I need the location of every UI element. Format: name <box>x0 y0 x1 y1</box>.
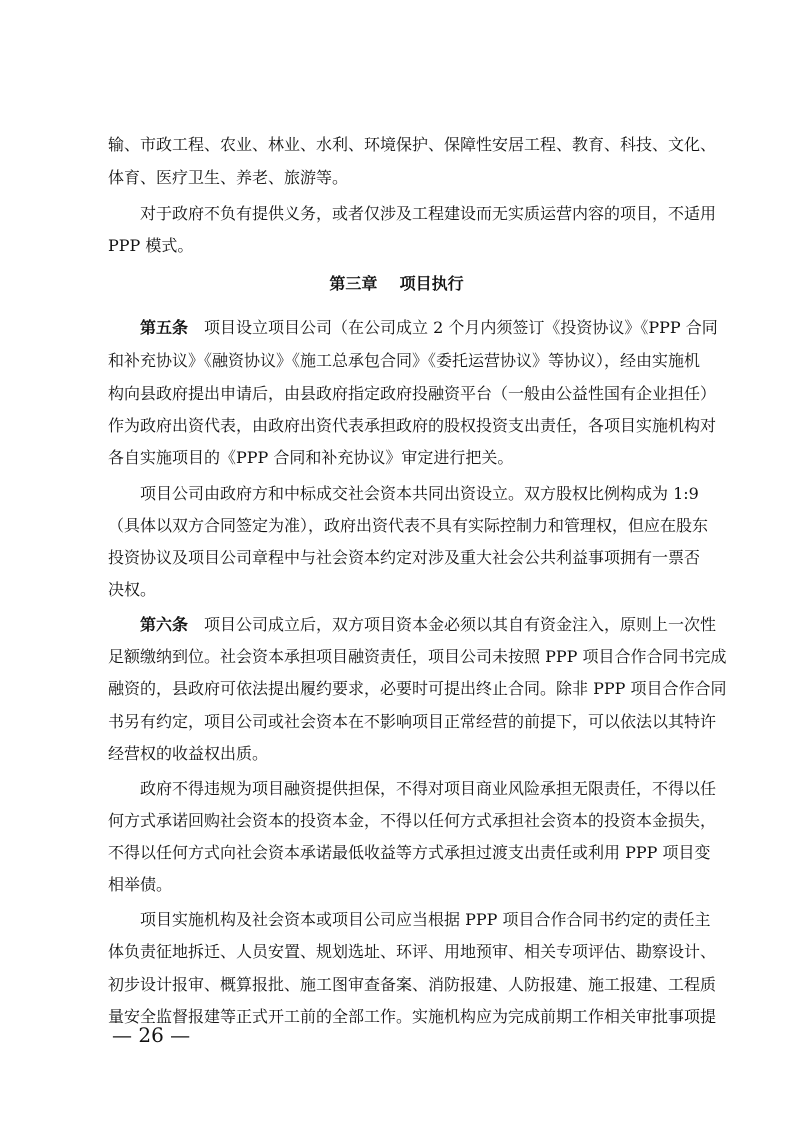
text-line: 初步设计报审、概算报批、施工图审查备案、消防报建、人防报建、施工报建、工程质 <box>108 975 717 994</box>
text-line: 书另有约定，项目公司或社会资本在不影响项目正常经营的前提下，可以依法以其特许 <box>108 712 717 731</box>
text-line: 政府不得违规为项目融资提供担保，不得对项目商业风险承担无限责任，不得以任 <box>140 779 717 798</box>
text-line: 各自实施项目的《PPP 合同和补充协议》审定进行把关。 <box>108 448 514 467</box>
text-line: 构向县政府提出申请后，由县政府指定政府投融资平台（一般由公益性国有企业担任） <box>108 384 717 403</box>
page-number: — 26 — <box>112 1023 191 1047</box>
text-line: 投资协议及项目公司章程中与社会资本约定对涉及重大社会公共利益事项拥有一票否 <box>108 548 701 567</box>
article-label: 第五条 <box>140 318 189 337</box>
text-line: 作为政府出资代表，由政府出资代表承担政府的股权投资支出责任，各项目实施机构对 <box>108 416 717 435</box>
text-line: 体育、医疗卫生、养老、旅游等。 <box>108 168 349 187</box>
chapter-heading: 第三章 项目执行 <box>329 274 464 293</box>
text-line: 和补充协议》《融资协议》《施工总承包合同》《委托运营协议》等协议），经由实施机 <box>108 351 701 370</box>
text-line: 经营权的收益权出质。 <box>108 744 269 763</box>
text-line <box>140 318 718 338</box>
text-line: （具体以双方合同签定为准），政府出资代表不具有实际控制力和管理权，但应在股东 <box>108 516 709 535</box>
article-text: 项目公司成立后，双方项目资本金必须以其自有资金注入，原则上一次性 <box>204 615 717 634</box>
text-line: 体负责征地拆迁、人员安置、规划选址、环评、用地预审、相关专项评估、勘察设计、 <box>108 942 717 961</box>
text-line: 输、市政工程、农业、林业、水利、环境保护、保障性安居工程、教育、科技、文化、 <box>108 135 717 154</box>
text-line: PPP 模式。 <box>108 236 194 255</box>
text-line: 量安全监督报建等正式开工前的全部工作。实施机构应为完成前期工作相关审批事项提 <box>108 1007 717 1026</box>
text-line: 相举债。 <box>108 875 173 894</box>
text-line: 不得以任何方式向社会资本承诺最低收益等方式承担过渡支出责任或利用 PPP 项目变 <box>108 843 711 862</box>
text-line: 何方式承诺回购社会资本的投资本金，不得以任何方式承担社会资本的投资本金损失， <box>108 811 717 830</box>
text-line: 项目公司由政府方和中标成交社会资本共同出资设立。双方股权比例构成为 1:9 <box>140 484 699 503</box>
article-text: 项目设立项目公司（在公司成立 2 个月内须签订《投资协议》《PPP 合同 <box>204 318 718 337</box>
text-line: 融资的，县政府可依法提出履约要求，必要时可提出终止合同。除非 PPP 项目合作合同 <box>108 679 727 698</box>
article-label: 第六条 <box>140 615 189 634</box>
text-line: 足额缴纳到位。社会资本承担项目融资责任，项目公司未按照 PPP 项目合作合同书完成 <box>108 647 727 666</box>
text-line: 对于政府不负有提供义务，或者仅涉及工程建设而无实质运营内容的项目，不适用 <box>140 204 717 223</box>
text-line: 决权。 <box>108 580 157 599</box>
text-line <box>140 615 717 635</box>
text-line: 项目实施机构及社会资本或项目公司应当根据 PPP 项目合作合同书约定的责任主 <box>140 910 711 929</box>
